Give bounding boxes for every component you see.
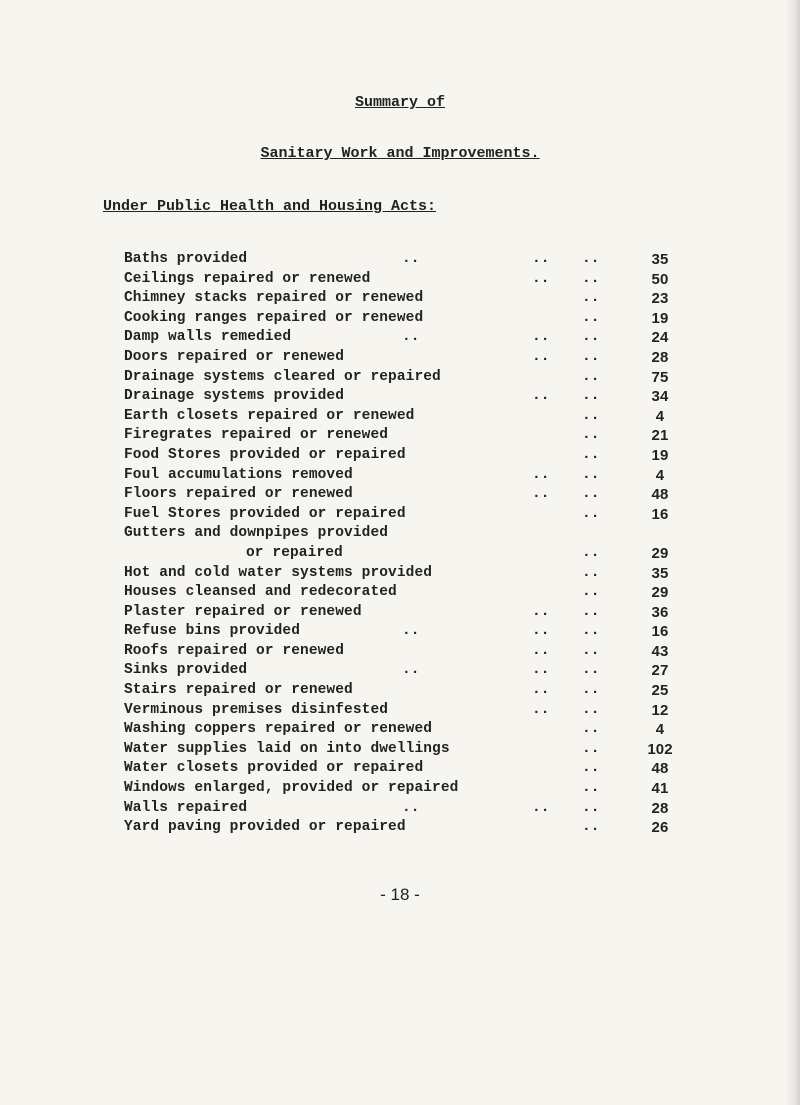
item-count: 12 xyxy=(651,701,669,719)
item-count: 28 xyxy=(651,348,669,366)
section-heading: Under Public Health and Housing Acts: xyxy=(103,198,437,215)
leader-dots: .. xyxy=(582,564,600,581)
item-label: Food Stores provided or repaired xyxy=(124,446,406,463)
list-item xyxy=(0,741,800,761)
list-item xyxy=(0,467,800,487)
list-item xyxy=(0,584,800,604)
leader-dots: .. xyxy=(402,251,420,267)
item-count: 48 xyxy=(651,486,669,504)
item-label: Doors repaired or renewed xyxy=(124,348,345,365)
item-count: 23 xyxy=(651,290,669,308)
item-label: Firegrates repaired or renewed xyxy=(124,427,389,444)
list-item xyxy=(0,819,800,839)
item-count: 21 xyxy=(651,427,669,445)
leader-dots: .. xyxy=(582,544,600,561)
item-label: Plaster repaired or renewed xyxy=(124,603,362,620)
list-item xyxy=(0,447,800,467)
leader-dots: .. xyxy=(582,780,600,797)
item-label: Water closets provided or repaired xyxy=(124,760,424,777)
item-count: 19 xyxy=(651,309,669,327)
list-item xyxy=(0,525,800,545)
list-item xyxy=(0,800,800,820)
item-label: Drainage systems cleared or repaired xyxy=(124,368,441,385)
leader-dots: .. xyxy=(582,446,600,463)
page-number: - 18 - xyxy=(380,885,420,904)
item-count: 28 xyxy=(651,799,669,817)
leader-dots: .. xyxy=(532,329,550,346)
item-count: 41 xyxy=(651,780,669,798)
leader-dots: .. xyxy=(532,701,550,718)
item-label: Floors repaired or renewed xyxy=(124,486,353,503)
item-label: Drainage systems provided xyxy=(124,388,345,405)
leader-dots: .. xyxy=(582,486,600,503)
title-line-2: Sanitary Work and Improvements. xyxy=(260,145,540,162)
item-count: 19 xyxy=(651,446,669,464)
item-count: 16 xyxy=(651,505,669,523)
list-item xyxy=(0,486,800,506)
leader-dots: .. xyxy=(532,388,550,405)
leader-dots: .. xyxy=(402,662,420,679)
leader-dots: .. xyxy=(582,799,600,816)
leader-dots: .. xyxy=(582,329,600,346)
item-label: Washing coppers repaired or renewed xyxy=(124,721,433,738)
list-item xyxy=(0,408,800,428)
item-count: 43 xyxy=(651,642,669,660)
leader-dots: .. xyxy=(532,799,550,816)
leader-dots: .. xyxy=(582,740,600,757)
leader-dots: .. xyxy=(582,290,600,307)
item-label: Baths provided xyxy=(124,251,248,267)
leader-dots: .. xyxy=(532,486,550,503)
item-label: Gutters and downpipes provided xyxy=(124,525,389,542)
item-count: 4 xyxy=(655,407,665,425)
list-item xyxy=(0,721,800,741)
list-item xyxy=(0,702,800,722)
list-item xyxy=(0,760,800,780)
leader-dots: .. xyxy=(582,427,600,444)
leader-dots: .. xyxy=(582,819,600,836)
list-item xyxy=(0,251,800,271)
list-item xyxy=(0,427,800,447)
list-item xyxy=(0,643,800,663)
item-label: Fuel Stores provided or repaired xyxy=(124,505,406,522)
item-count: 36 xyxy=(651,603,669,621)
item-count: 26 xyxy=(651,819,669,837)
list-item xyxy=(0,329,800,349)
list-item xyxy=(0,662,800,682)
leader-dots: .. xyxy=(582,682,600,699)
item-label: Walls repaired xyxy=(124,799,248,816)
leader-dots: .. xyxy=(582,623,600,640)
leader-dots: .. xyxy=(532,662,550,679)
leader-dots: .. xyxy=(402,329,420,346)
item-label: Yard paving provided or repaired xyxy=(124,819,406,836)
leader-dots: .. xyxy=(582,603,600,620)
leader-dots: .. xyxy=(582,505,600,522)
item-count: 35 xyxy=(651,251,669,268)
item-count: 34 xyxy=(651,388,669,406)
item-count: 4 xyxy=(655,721,665,739)
item-label: Ceilings repaired or renewed xyxy=(124,270,371,287)
item-label: Damp walls remedied xyxy=(124,329,292,346)
leader-dots: .. xyxy=(582,368,600,385)
leader-dots: .. xyxy=(532,348,550,365)
leader-dots: .. xyxy=(582,642,600,659)
item-label: Windows enlarged, provided or repaired xyxy=(124,780,459,797)
list-item xyxy=(0,623,800,643)
list-item xyxy=(0,290,800,310)
list-item xyxy=(0,545,800,565)
work-items-list xyxy=(0,251,800,839)
item-count: 4 xyxy=(655,466,665,484)
item-label: Water supplies laid on into dwellings xyxy=(124,740,450,757)
leader-dots: .. xyxy=(582,721,600,738)
list-item xyxy=(0,310,800,330)
item-count: 29 xyxy=(651,544,669,562)
title-line-1: Summary of xyxy=(354,94,445,111)
list-item xyxy=(0,271,800,291)
item-count: 102 xyxy=(647,740,673,758)
item-count: 75 xyxy=(651,368,669,386)
leader-dots: .. xyxy=(582,584,600,601)
leader-dots: .. xyxy=(582,701,600,718)
leader-dots: .. xyxy=(582,348,600,365)
item-label: or repaired xyxy=(246,544,343,561)
item-count: 27 xyxy=(651,662,669,680)
item-count: 35 xyxy=(651,564,669,582)
leader-dots: .. xyxy=(402,623,420,640)
item-label: Roofs repaired or renewed xyxy=(124,642,345,659)
leader-dots: .. xyxy=(582,309,600,326)
item-count: 25 xyxy=(651,682,669,700)
item-label: Sinks provided xyxy=(124,662,248,679)
item-count: 48 xyxy=(651,760,669,778)
item-count: 24 xyxy=(651,329,669,347)
leader-dots: .. xyxy=(582,251,600,267)
leader-dots: .. xyxy=(582,662,600,679)
item-count: 50 xyxy=(651,270,669,288)
leader-dots: .. xyxy=(532,270,550,287)
list-item xyxy=(0,388,800,408)
leader-dots: .. xyxy=(582,466,600,483)
item-label: Hot and cold water systems provided xyxy=(124,564,433,581)
list-item xyxy=(0,780,800,800)
list-item xyxy=(0,682,800,702)
item-count: 16 xyxy=(651,623,669,641)
item-label: Stairs repaired or renewed xyxy=(124,682,353,699)
item-label: Earth closets repaired or renewed xyxy=(124,407,415,424)
list-item xyxy=(0,604,800,624)
item-label: Chimney stacks repaired or renewed xyxy=(124,290,424,307)
leader-dots: .. xyxy=(402,799,420,816)
item-label: Houses cleansed and redecorated xyxy=(124,584,397,601)
leader-dots: .. xyxy=(532,682,550,699)
leader-dots: .. xyxy=(532,251,550,267)
leader-dots: .. xyxy=(532,642,550,659)
leader-dots: .. xyxy=(532,623,550,640)
list-item xyxy=(0,349,800,369)
leader-dots: .. xyxy=(582,407,600,424)
item-label: Cooking ranges repaired or renewed xyxy=(124,309,424,326)
item-label: Verminous premises disinfested xyxy=(124,701,389,718)
leader-dots: .. xyxy=(582,388,600,405)
list-item xyxy=(0,369,800,389)
item-count: 29 xyxy=(651,584,669,602)
list-item xyxy=(0,565,800,585)
leader-dots: .. xyxy=(582,270,600,287)
list-item xyxy=(0,506,800,526)
item-label: Foul accumulations removed xyxy=(124,466,353,483)
item-label: Refuse bins provided xyxy=(124,623,301,640)
leader-dots: .. xyxy=(582,760,600,777)
leader-dots: .. xyxy=(532,466,550,483)
leader-dots: .. xyxy=(532,603,550,620)
